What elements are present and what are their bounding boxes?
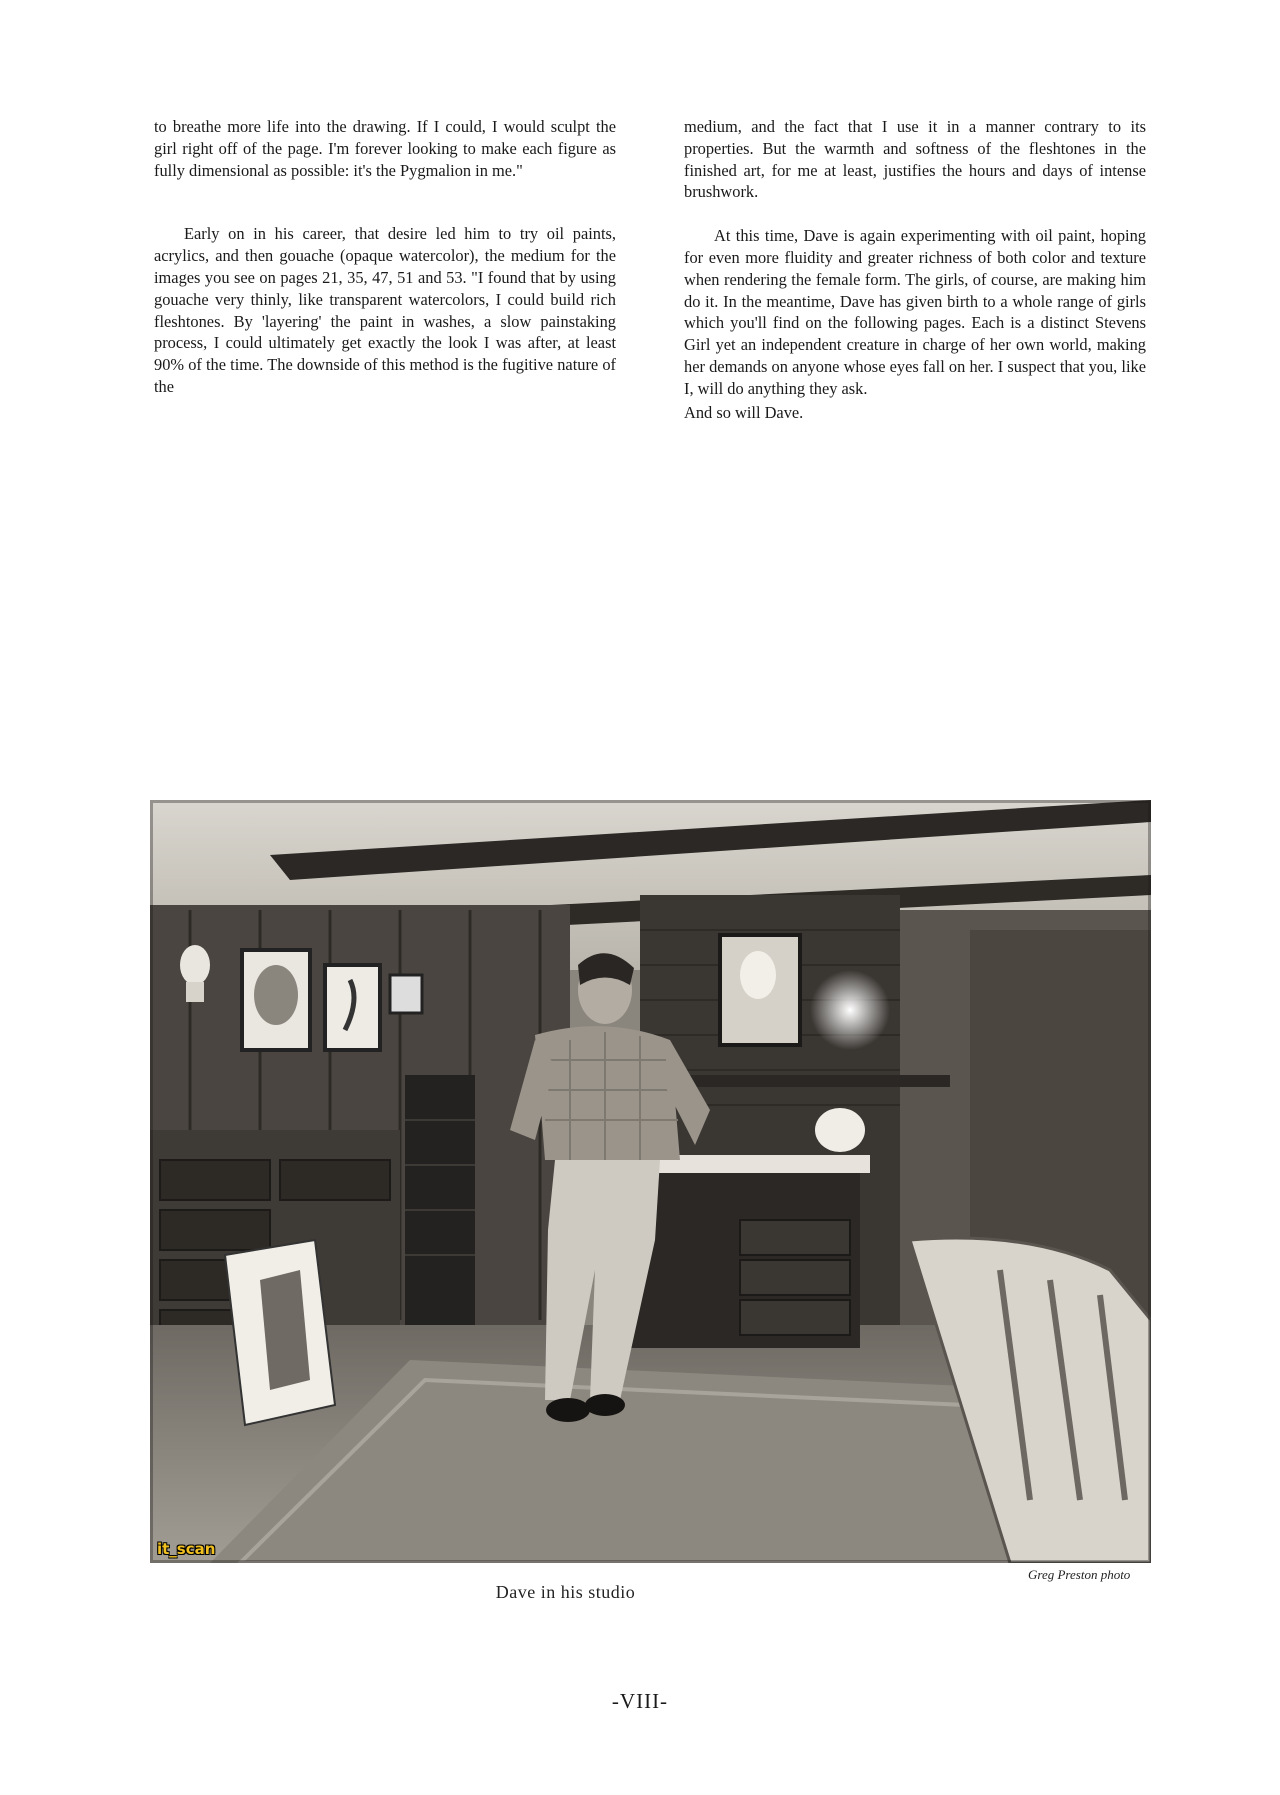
left-paragraph-2: Early on in his career, that desire led him to try oil paints, acrylics, and then gouache (opaque watercolor), the medium for the images you see on pages 21, 35, 47, 51 and 53. "I found that by using gouache very thinly, like transparent watercolors, I could build rich fleshtones. By 'layering' the paint in washes, a slow painstaking process, I could ultimately get exactly the look I was after, at least 90% of the time. The downside of this method is the fugitive nature of the [154, 224, 616, 396]
studio-photo [150, 800, 1151, 1563]
photo-credit: Greg Preston photo [1028, 1567, 1131, 1582]
page-number: -VIII- [611, 1689, 669, 1713]
photo-caption [150, 1582, 1151, 1603]
left-text-column [154, 116, 616, 398]
left-paragraph-1: to breathe more life into the drawing. If I could, I would sculpt the girl right off of the page. I'm forever looking to make each figure as fully dimensional as possible: it's the Pygmalion in me." [154, 117, 616, 180]
right-paragraph-1: medium, and the fact that I use it in a manner contrary to its properties. But the warmth and softness of the fleshtones in the finished art, for me at least, justifies the hours and days of intense brushwork. [684, 117, 1146, 202]
right-paragraph-2: At this time, Dave is again experimenting with oil paint, hoping for even more fluidity and greater richness of both color and texture when rendering the female form. The girls, of course, are making him do it. In the meantime, Dave has given birth to a whole range of girls which you'll find on the following pages. Each is a distinct Stevens Girl yet an independent creature in charge of her own world, making her demands on anyone whose eyes fall on her. I suspect that you, like I, will do anything they ask. [684, 226, 1146, 398]
photo-caption-text: Dave in his studio [495, 1582, 636, 1602]
right-paragraph-3: And so will Dave. [684, 402, 804, 422]
right-text-column [684, 116, 1146, 423]
studio-photo-illustration [150, 800, 1151, 1563]
scan-watermark: it_scan [157, 1540, 216, 1558]
